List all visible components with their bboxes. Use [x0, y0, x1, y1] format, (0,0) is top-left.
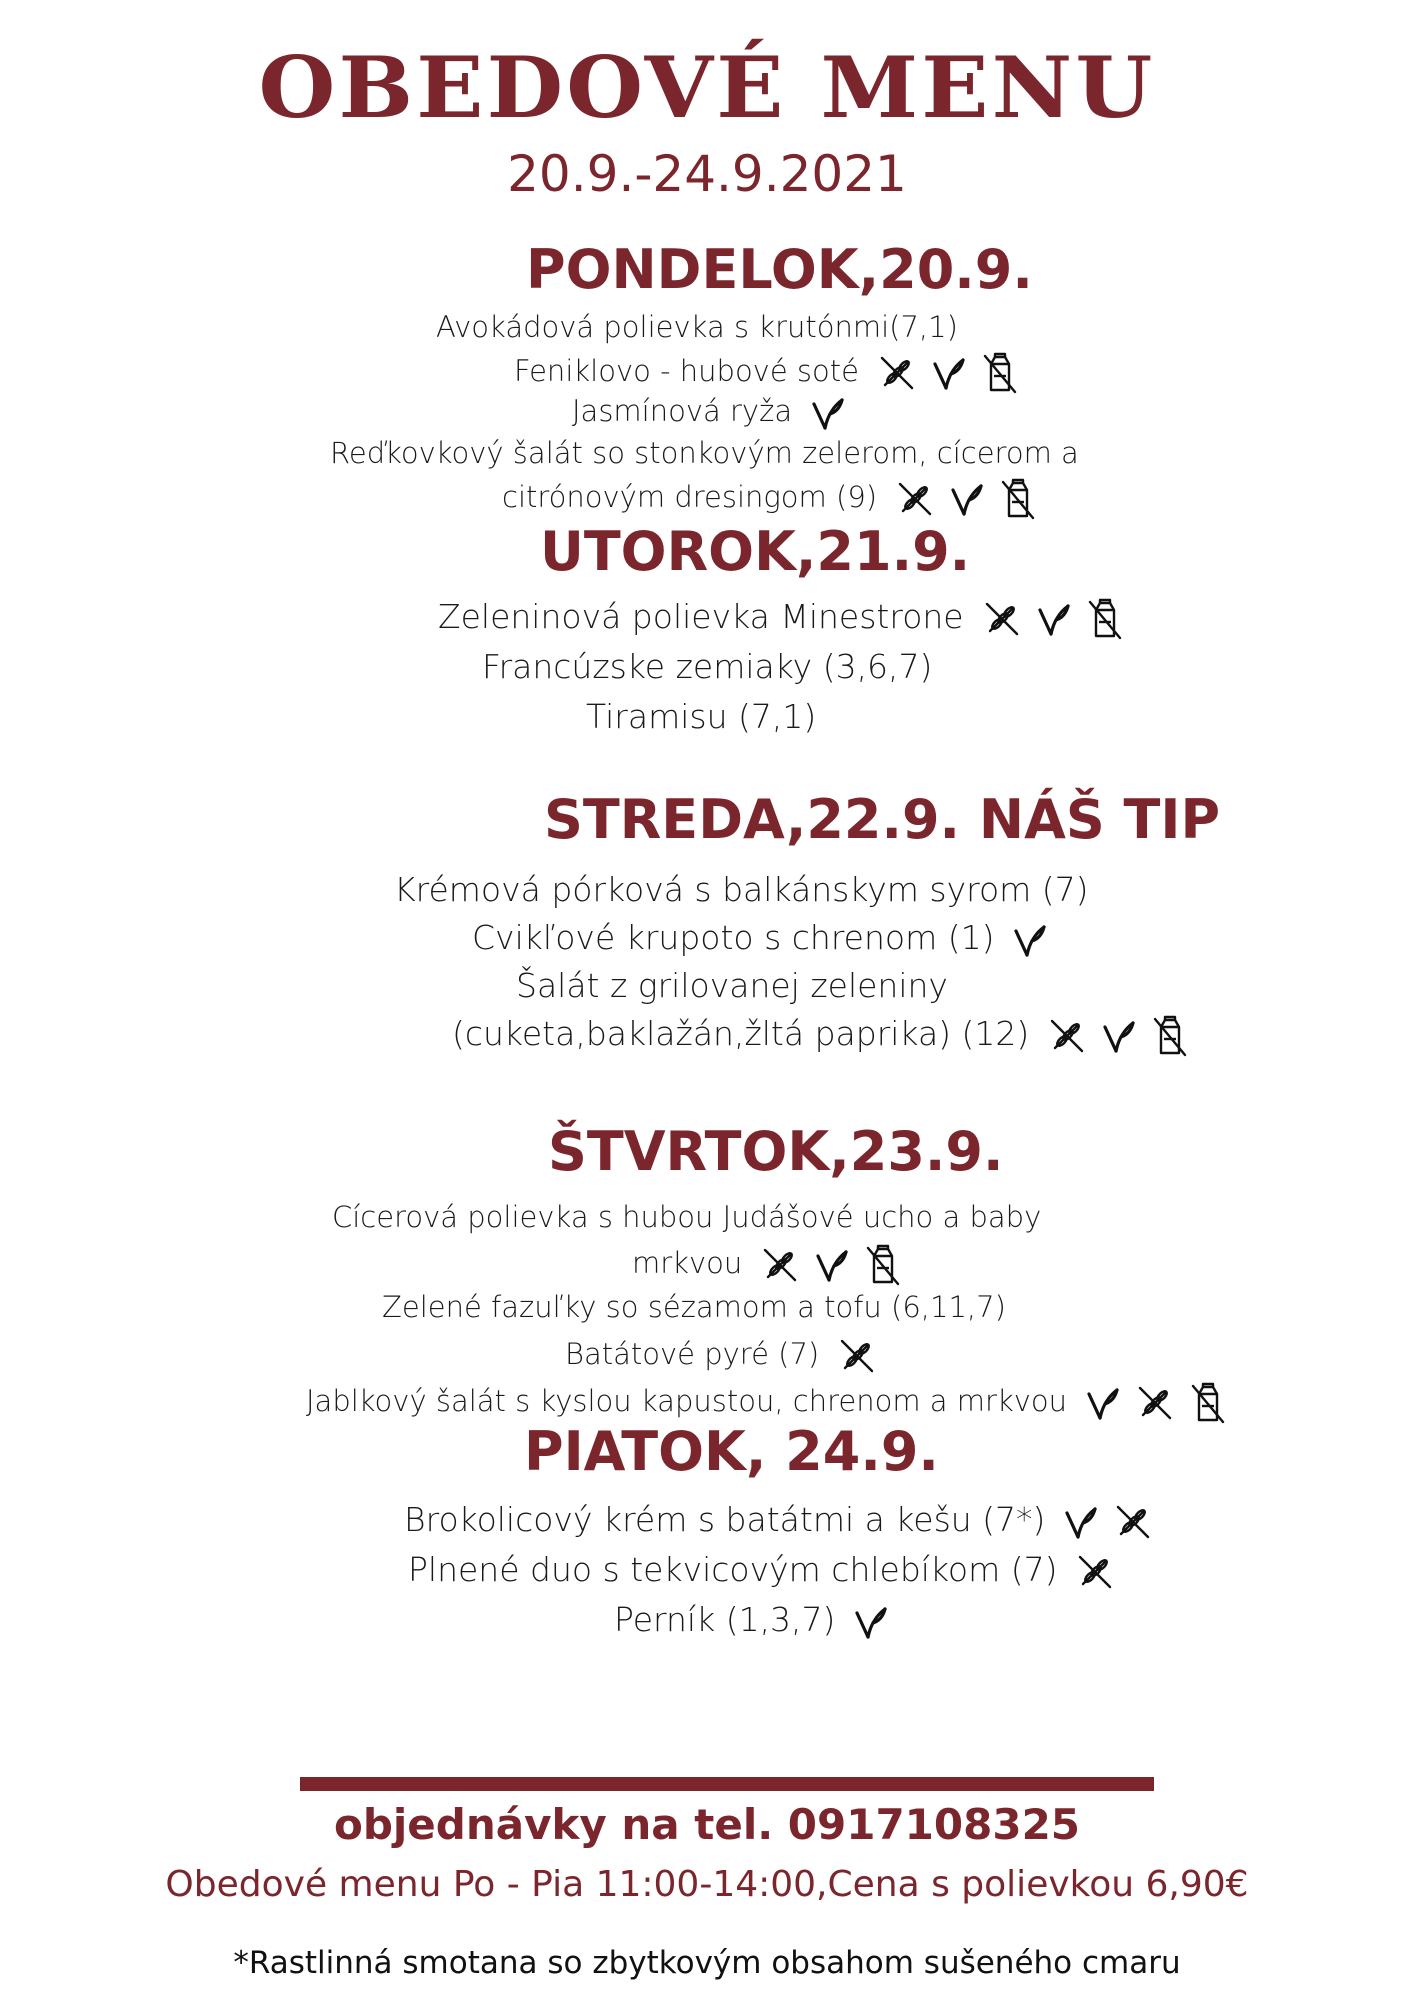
menu-item: mrkvou [632, 1244, 902, 1286]
gluten-free-icon [877, 353, 917, 393]
lactose-free-icon [864, 1244, 902, 1286]
menu-item: Jasmínová ryža [572, 394, 846, 432]
menu-item: Cícerová polievka s hubou Judášové ucho a baby [332, 1200, 1042, 1234]
lactose-free-icon [1086, 598, 1124, 640]
menu-item: citrónovým dresingom (9) [502, 478, 1037, 520]
gluten-free-icon [982, 599, 1022, 639]
menu-item: Tiramisu (7,1) [586, 697, 817, 736]
menu-item: Batátové pyré (7) [565, 1336, 877, 1376]
menu-title: OBEDOVÉ MENU [258, 38, 1156, 137]
day-heading-thursday: ŠTVRTOK,23.9. [548, 1120, 1004, 1183]
menu-item: Brokolicový krém s batátmi a kešu (7*) [404, 1500, 1153, 1542]
gluten-free-icon [837, 1336, 877, 1376]
menu-item: Avokádová polievka s krutónmi(7,1) [436, 310, 958, 344]
gluten-free-icon [895, 479, 935, 519]
gluten-free-icon [1113, 1502, 1153, 1542]
day-heading-tuesday: UTOROK,21.9. [540, 520, 971, 583]
vegan-icon [1085, 1384, 1121, 1422]
lactose-free-icon [981, 352, 1019, 394]
vegan-icon [814, 1246, 850, 1284]
gluten-free-icon [1075, 1552, 1115, 1592]
vegan-icon [810, 394, 846, 432]
vegan-icon [949, 480, 985, 518]
menu-item: Feniklovo - hubové soté [514, 352, 1019, 394]
vegan-icon [853, 1603, 889, 1641]
vegan-icon [1012, 921, 1048, 959]
lactose-free-icon [1151, 1015, 1189, 1057]
gluten-free-icon [760, 1245, 800, 1285]
menu-item: Jablkový šalát s kyslou kapustou, chrenom a mrkvou [306, 1382, 1227, 1424]
menu-item: Plnené duo s tekvicovým chlebíkom (7) [408, 1550, 1115, 1592]
footer-divider [300, 1777, 1154, 1791]
menu-item: Perník (1,3,7) [614, 1600, 889, 1641]
day-heading-wednesday: STREDA,22.9. NÁŠ TIP [544, 788, 1221, 851]
day-heading-friday: PIATOK, 24.9. [524, 1420, 939, 1483]
vegan-icon [1036, 600, 1072, 638]
vegan-icon [1063, 1503, 1099, 1541]
menu-item: Šalát z grilovanej zeleniny [516, 966, 948, 1005]
opening-hours-price: Obedové menu Po - Pia 11:00-14:00,Cena s polievkou 6,90€ [165, 1864, 1249, 1905]
menu-item: Zeleninová polievka Minestrone [438, 597, 1124, 640]
vegan-icon [931, 354, 967, 392]
menu-item: Zelené fazuľky so sézamom a tofu (6,11,7) [382, 1290, 1006, 1324]
footnote: *Rastlinná smotana so zbytkovým obsahom sušeného cmaru [233, 1945, 1181, 1981]
menu-item: Francúzske zemiaky (3,6,7) [482, 647, 933, 686]
gluten-free-icon [1135, 1383, 1175, 1423]
lactose-free-icon [1189, 1382, 1227, 1424]
order-phone: objednávky na tel. 0917108325 [333, 1800, 1081, 1849]
gluten-free-icon [1047, 1016, 1087, 1056]
menu-item: Cvikľové krupoto s chrenom (1) [472, 918, 1048, 959]
lactose-free-icon [999, 478, 1037, 520]
menu-item: Krémová pórková s balkánskym syrom (7) [394, 870, 1089, 909]
vegan-icon [1101, 1017, 1137, 1055]
menu-item: (cuketa,baklažán,žltá paprika) (12) [452, 1014, 1189, 1057]
menu-dates: 20.9.-24.9.2021 [507, 145, 907, 203]
day-heading-monday: PONDELOK,20.9. [526, 238, 1033, 301]
menu-item: Reďkovkový šalát so stonkovým zelerom, cícerom a [330, 436, 1079, 470]
